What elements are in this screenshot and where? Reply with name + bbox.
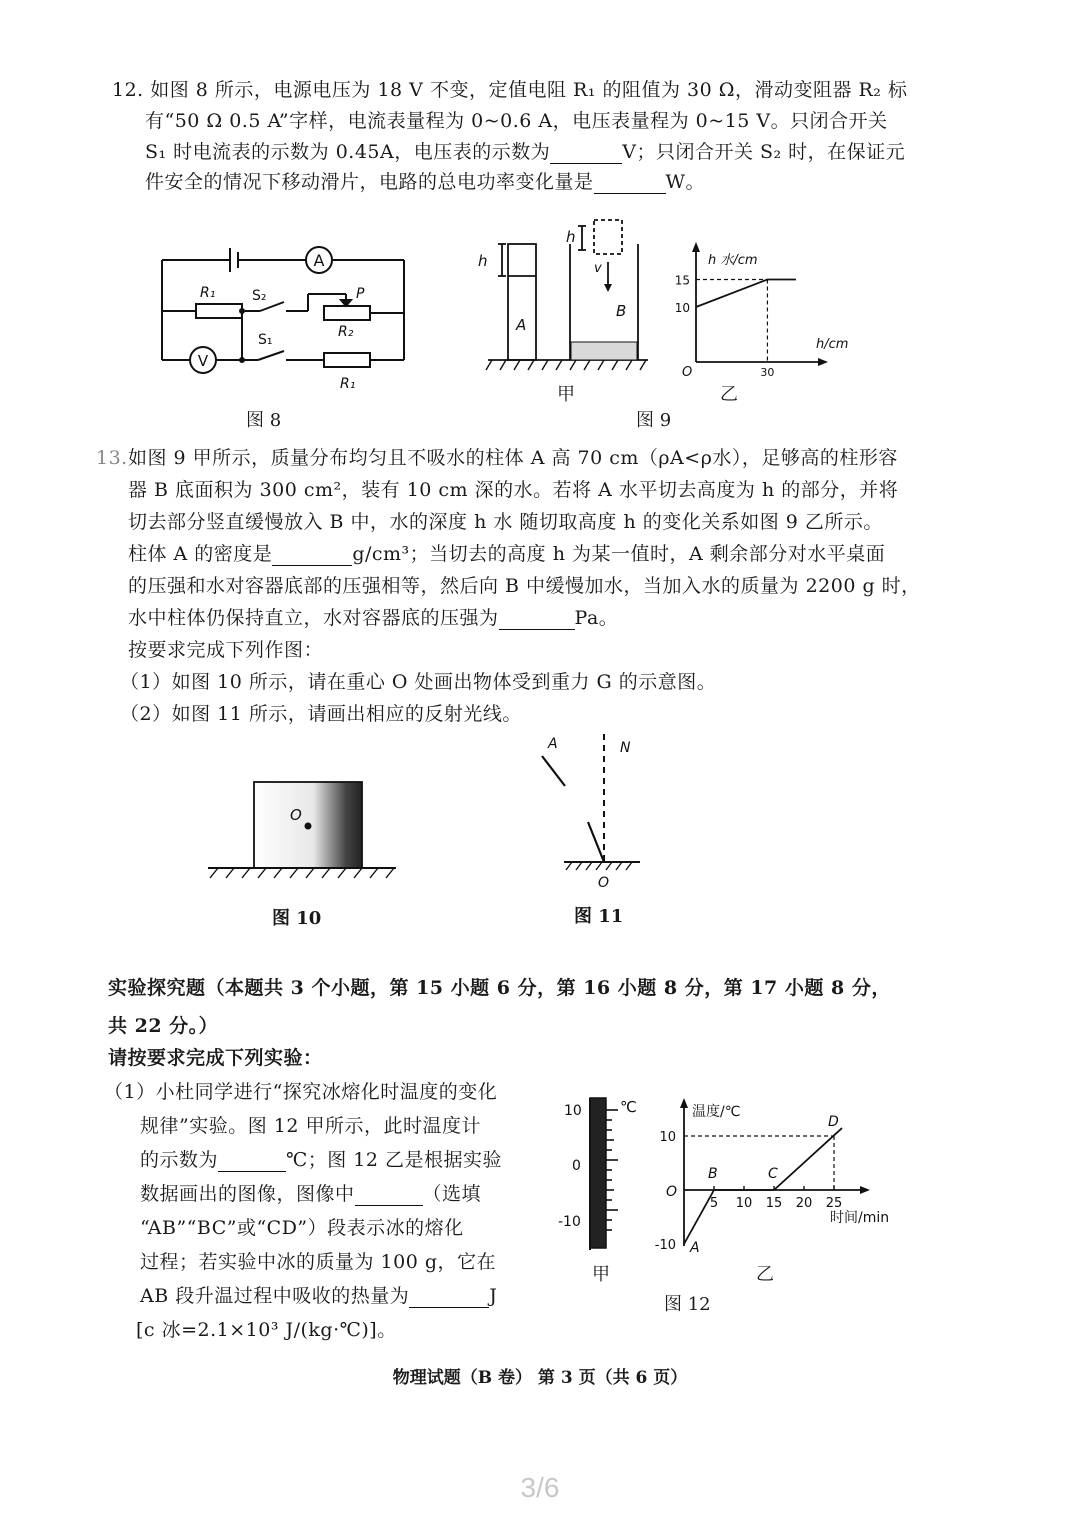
fig9-a-label: A (516, 316, 527, 334)
q15-line5: “AB”“BC”或“CD”）段表示冰的熔化 (140, 1217, 464, 1239)
fig12-thermo-tick-10: 10 (564, 1103, 582, 1119)
q13-line6a: 水中柱体仍保持直立，水对容器底的压强为 (128, 607, 499, 629)
fig12-yi-chart (650, 1096, 910, 1256)
fig11-diagram (548, 734, 670, 894)
fig8-p-label: P (356, 286, 365, 302)
q12-line1: 12. 如图 8 所示，电源电压为 18 V 不变，定值电阻 R₁ 的阻值为 30 Ω，滑动变阻器 R₂ 标 (112, 79, 908, 101)
q12-line2: 有“50 Ω 0.5 A”字样，电流表量程为 0~0.6 A，电压表量程为 0~15 V。只闭合开关 (145, 110, 888, 132)
fig9-yi-chart (670, 238, 849, 380)
q13-line4b: g/cm³；当切去的高度 h 为某一值时，A 剩余部分对水平桌面 (352, 543, 886, 565)
q15-line4b: （选填 (422, 1183, 482, 1205)
fig12-yi-xtick: 20 (795, 1196, 813, 1211)
q12-line4b: W。 (665, 171, 706, 193)
fig12-jia-label: 甲 (592, 1264, 610, 1285)
fig12-yi-point-label: D (828, 1114, 839, 1130)
section-desc: （本题共 3 个小题，第 15 小题 6 分，第 16 小题 8 分，第 17 小题 8 分， (205, 977, 891, 999)
fig12-yi-xtick: 25 (825, 1196, 843, 1211)
fig11-o-label: O (598, 875, 610, 891)
q14-item2: （2）如图 11 所示，请画出相应的反射光线。 (120, 703, 522, 725)
fig8-r2-label: R₂ (338, 324, 354, 340)
fig12-yi-xtick: 15 (765, 1196, 783, 1211)
fig12-thermo-tick-neg10: -10 (558, 1214, 581, 1230)
q12-line3b: V；只闭合开关 S₂ 时，在保证元 (622, 141, 906, 163)
page-indicator: 3/6 (520, 1472, 560, 1503)
fig12-yi-label: 乙 (756, 1264, 774, 1285)
fig9-yi-series-line (696, 280, 796, 308)
q13-blank-density[interactable] (272, 547, 352, 566)
fig9-yi-label: 乙 (720, 384, 738, 405)
fig11-a-label: A (548, 736, 558, 752)
fig9-yi-ytick: 10 (674, 301, 690, 315)
fig12-yi-ylabel: 温度/℃ (692, 1104, 741, 1120)
fig9-yi-xtick: 30 (760, 366, 775, 379)
q13-line6 (128, 606, 618, 630)
fig12-yi-segment-cd (774, 1128, 842, 1190)
q15-line4 (140, 1182, 481, 1206)
q15-blank-temperature[interactable] (218, 1153, 286, 1172)
q13-line2: 器 B 底面积为 300 cm²，装有 10 cm 深的水。若将 A 水平切去高度为 h 的部分，并将 (128, 479, 899, 501)
q13-blank-pressure[interactable] (499, 611, 575, 630)
section-title: 实验探究题 (108, 977, 206, 999)
fig12-yi-xtick: 5 (709, 1196, 719, 1211)
fig9-yi-xlabel: h/cm (816, 337, 849, 352)
fig8-ammeter-label: A (313, 251, 325, 270)
q12-line3 (145, 140, 905, 164)
section-header-line1 (108, 976, 891, 1000)
fig9-yi-ytick: 15 (674, 273, 690, 288)
fig12-yi-ytick: 10 (659, 1130, 676, 1145)
q13-line4a: 柱体 A 的密度是 (128, 543, 273, 565)
q13-number: 13. (96, 447, 128, 469)
fig9-h-left-label: h (478, 252, 488, 270)
section-desc2: 共 22 分。） (108, 1015, 219, 1037)
fig8-r1-top-label: R₁ (200, 285, 216, 301)
q15-line8: [c 冰=2.1×10³ J/(kg·℃)]。 (136, 1319, 397, 1341)
q13-line5: 的压强和水对容器底部的压强相等，然后向 B 中缓慢加水，当加入水的质量为 2200 g 时， (128, 575, 921, 597)
fig12-yi-xlabel: 时间/min (830, 1210, 890, 1226)
fig11-caption: 图 11 (574, 906, 624, 927)
q12-blank-voltage[interactable] (550, 145, 622, 164)
fig9-h-top-label: h (566, 228, 576, 246)
fig12-yi-xtick: 10 (735, 1196, 753, 1211)
q15-line4a: 数据画出的图像，图像中 (140, 1183, 355, 1205)
fig11-n-label: N (620, 740, 631, 756)
fig12-thermometer (558, 1090, 642, 1260)
fig9-jia-diagram (478, 214, 648, 374)
fig9-yi-origin: O (682, 365, 693, 380)
fig8-s2-label: S₂ (252, 288, 267, 304)
q15-blank-segment[interactable] (355, 1187, 423, 1206)
fig12-yi-point-label: C (768, 1166, 778, 1182)
q15-line7b: J (489, 1285, 498, 1307)
fig9-caption: 图 9 (636, 410, 672, 431)
fig12-caption: 图 12 (664, 1294, 711, 1315)
fig12-yi-origin: O (666, 1184, 678, 1200)
q12-blank-power[interactable] (594, 175, 666, 194)
q14-item1: （1）如图 10 所示，请在重心 O 处画出物体受到重力 G 的示意图。 (120, 671, 717, 693)
fig8-voltmeter-label: V (197, 352, 209, 370)
fig10-o-label: O (290, 806, 302, 824)
q15-line7a: AB 段升温过程中吸收的热量为 (140, 1285, 410, 1307)
fig12-yi-point-label: A (690, 1240, 700, 1256)
fig8-circuit (160, 240, 420, 400)
fig12-yi-ytick: -10 (654, 1238, 676, 1253)
q15-line6: 过程；若实验中冰的质量为 100 g，它在 (140, 1251, 497, 1273)
q12-line3a: S₁ 时电流表的示数为 0.45A，电压表的示数为 (145, 141, 551, 163)
q15-line7 (140, 1284, 497, 1308)
q13-line1: 如图 9 甲所示，质量分布均匀且不吸水的柱体 A 高 70 cm（ρA<ρ水），足够高的柱形容 (128, 447, 898, 469)
page-footer: 物理试题（B 卷） 第 3 页（共 6 页） (392, 1368, 688, 1388)
fig8-s1-label: S₁ (258, 332, 273, 348)
fig10-caption: 图 10 (272, 908, 322, 929)
fig10-diagram (208, 780, 408, 890)
q13-line6b: Pa。 (574, 607, 619, 629)
fig9-jia-label: 甲 (557, 384, 575, 405)
fig12-yi-point-label: B (708, 1166, 718, 1182)
fig9-b-label: B (616, 302, 627, 320)
fig8-r1-bottom-label: R₁ (340, 376, 356, 392)
q15-line3a: 的示数为 (140, 1149, 219, 1171)
q12-line4a: 件安全的情况下移动滑片，电路的总电功率变化量是 (145, 171, 594, 193)
fig8-caption: 图 8 (246, 410, 282, 431)
q14-intro: 按要求完成下列作图： (128, 639, 324, 661)
fig12-thermo-tick-0: 0 (572, 1158, 581, 1174)
section-instructions: 请按要求完成下列实验： (108, 1047, 323, 1069)
q15-line2: 规律”实验。图 12 甲所示，此时温度计 (140, 1115, 481, 1137)
fig9-yi-ylabel: h 水/cm (708, 253, 758, 268)
q13-line3: 切去部分竖直缓慢放入 B 中，水的深度 h 水 随切取高度 h 的变化关系如图 9 乙所示。 (128, 511, 883, 533)
q15-line1: （1）小杜同学进行“探究冰熔化时温度的变化 (104, 1081, 498, 1103)
q12-line4 (145, 170, 705, 194)
q15-line3 (140, 1148, 502, 1172)
fig9-v-label: v (594, 261, 602, 276)
q15-line3b: ℃；图 12 乙是根据实验 (286, 1149, 503, 1171)
fig12-thermo-unit: ℃ (620, 1098, 637, 1116)
q15-blank-heat[interactable] (409, 1289, 489, 1308)
q13-line4 (128, 542, 885, 566)
